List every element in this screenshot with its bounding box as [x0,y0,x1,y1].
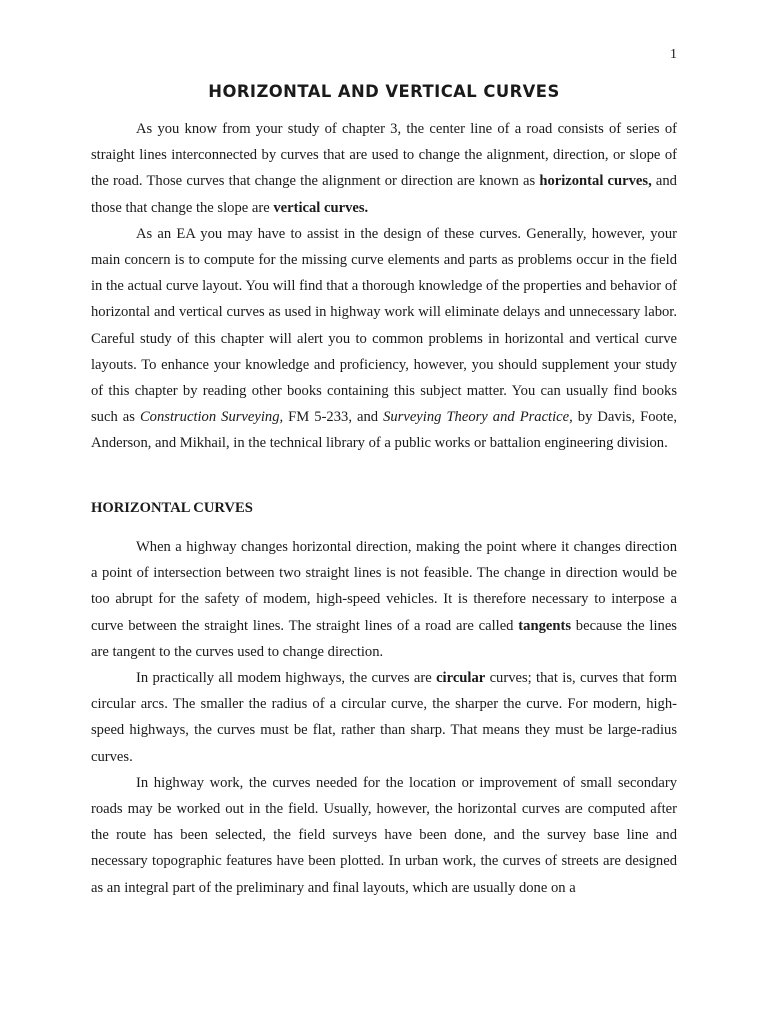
body-paragraph [91,116,677,221]
bold-term: circular [436,670,486,687]
paragraph-text: FM 5-233, and [283,409,384,426]
body-paragraph [91,534,677,665]
section-heading: HORIZONTAL CURVES [91,500,253,516]
paragraph-text: When a highway changes horizontal direction, making the point where it changes direction a point of intersection between two straight lines is not feasible. The change in direction would be too abrupt for the safety of modem, high-speed vehicles. It is therefore necessary to interpose a curve between the straight lines. The straight lines of a road are called [91,539,677,634]
bold-term: horizontal curves, [539,173,652,190]
italic-title: Construction Surveying, [139,409,284,426]
bold-term: vertical curves. [273,199,369,216]
horizontal-curves-section [91,534,677,901]
paragraph-text: because the lines are tangent to the curves used to change direction. [91,617,677,660]
paragraph-text: As an EA you may have to assist in the design of these curves. Generally, however, your main concern is to compute for the missing curve elements and parts as problems occur in the field in the actual curve layout. You will find that a thorough knowledge of the properties and behavior of horizontal and vertical curves as used in highway work will eliminate delays and unnecessary labor. Careful study of this chapter will alert you to common problems in horizontal and vertical curve layouts. To enhance your knowledge and proficiency, however, you should supplement your study of this chapter by reading other books containing this subject matter. You can usually find books such as [91,225,677,426]
paragraph-text: In highway work, the curves needed for the location or improvement of small secondary roads may be worked out in the field. Usually, however, the horizontal curves are computed after the route has been selected, the field surveys have been done, and the survey base line and necessary topographic features have been plotted. In urban work, the curves of streets are designed as an integral part of the preliminary and final layouts, which are usually done on a [91,774,677,896]
paragraph-text: curves; that is, curves that form circular arcs. The smaller the radius of a circular curve, the sharper the curve. For modern, high-speed highways, the curves must be flat, rather than sharp. That means they must be large-radius curves. [91,670,677,765]
body-paragraph [91,770,677,901]
page-title: HORIZONTAL AND VERTICAL CURVES [208,82,560,101]
page-number: 1 [670,47,677,62]
paragraph-text: As you know from your study of chapter 3, the center line of a road consists of series of straight lines interconnected by curves that are used to change the alignment, direction, or slope of the road. Those curves that change the alignment or direction are known as [91,121,677,190]
paragraph-text: In practically all modem highways, the curves are [136,670,437,687]
paragraph-text: and those that change the slope are [91,173,677,216]
paragraph-text: by Davis, Foote, Anderson, and Mikhail, in the technical library of a public works or battalion engineering division. [91,409,677,452]
body-paragraph [91,665,677,770]
intro-section [91,116,677,457]
bold-term: tangents [518,617,571,634]
italic-title: Surveying Theory and Practice, [383,409,573,426]
body-paragraph [91,221,677,457]
